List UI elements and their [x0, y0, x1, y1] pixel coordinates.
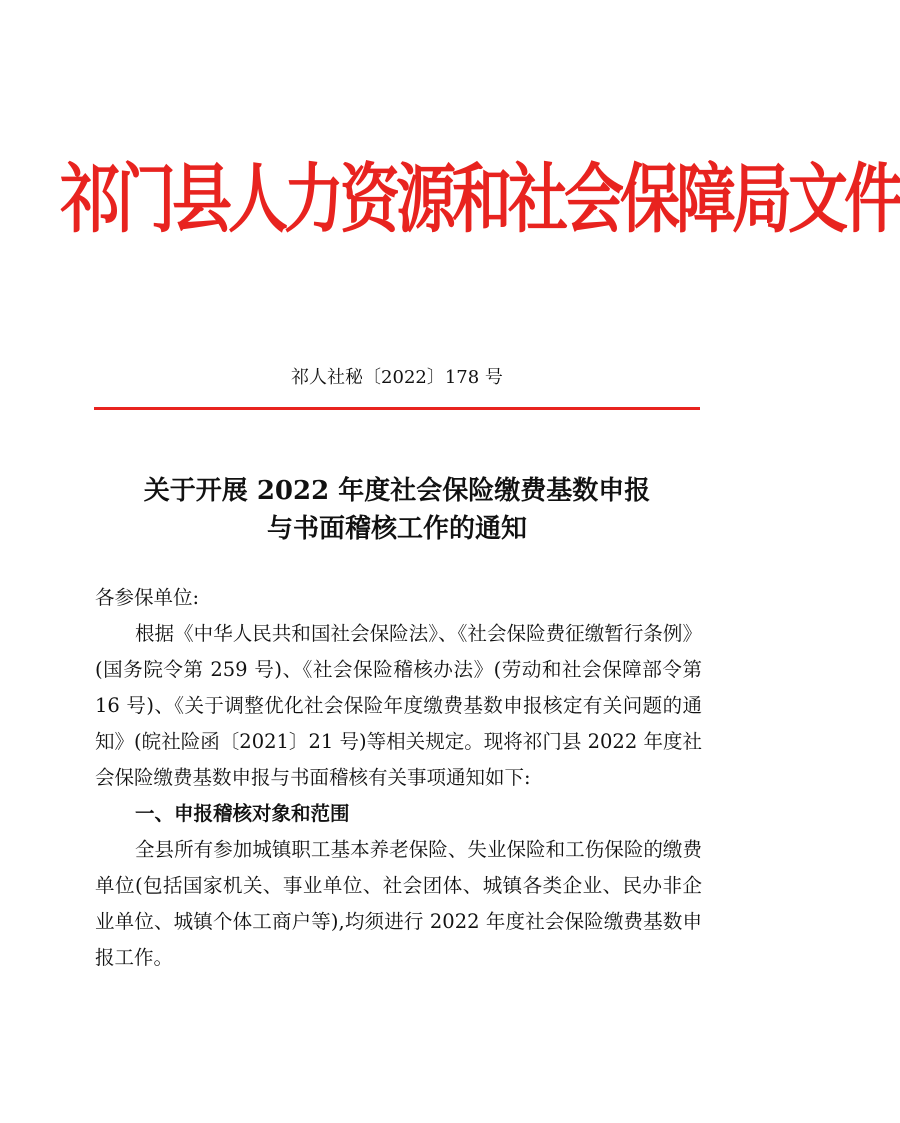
- title-line-1: 关于开展 2022 年度社会保险缴费基数申报: [143, 476, 651, 506]
- paragraph-basis: 根据《中华人民共和国社会保险法》、《社会保险费征缴暂行条例》(国务院令第 259 号)、《社会保险稽核办法》(劳动和社会保障部令第 16 号)、《关于调整优化社会保险年度缴费基数申报核定有关问题的通知》(皖社险函〔2021〕21 号)等相关规定。现将祁门县 2022 年度社会保险缴费基数申报与书面稽核有关事项通知如下:: [95, 622, 702, 789]
- section-heading-1: 一、申报稽核对象和范围: [135, 802, 350, 825]
- document-body: [95, 580, 702, 976]
- document-number: 祁人社秘〔2022〕178 号: [291, 367, 503, 388]
- document-masthead: 祁门县人力资源和社会保障局文件: [60, 156, 900, 244]
- title-line-2: 与书面稽核工作的通知: [266, 514, 527, 544]
- salutation: 各参保单位:: [95, 586, 200, 609]
- document-title: [60, 472, 734, 548]
- paragraph-scope: 全县所有参加城镇职工基本养老保险、失业保险和工伤保险的缴费单位(包括国家机关、事业单位、社会团体、城镇各类企业、民办非企业单位、城镇个体工商户等),均须进行 2022 年度社会保险缴费基数申报工作。: [95, 838, 702, 969]
- red-divider-line: [94, 407, 700, 410]
